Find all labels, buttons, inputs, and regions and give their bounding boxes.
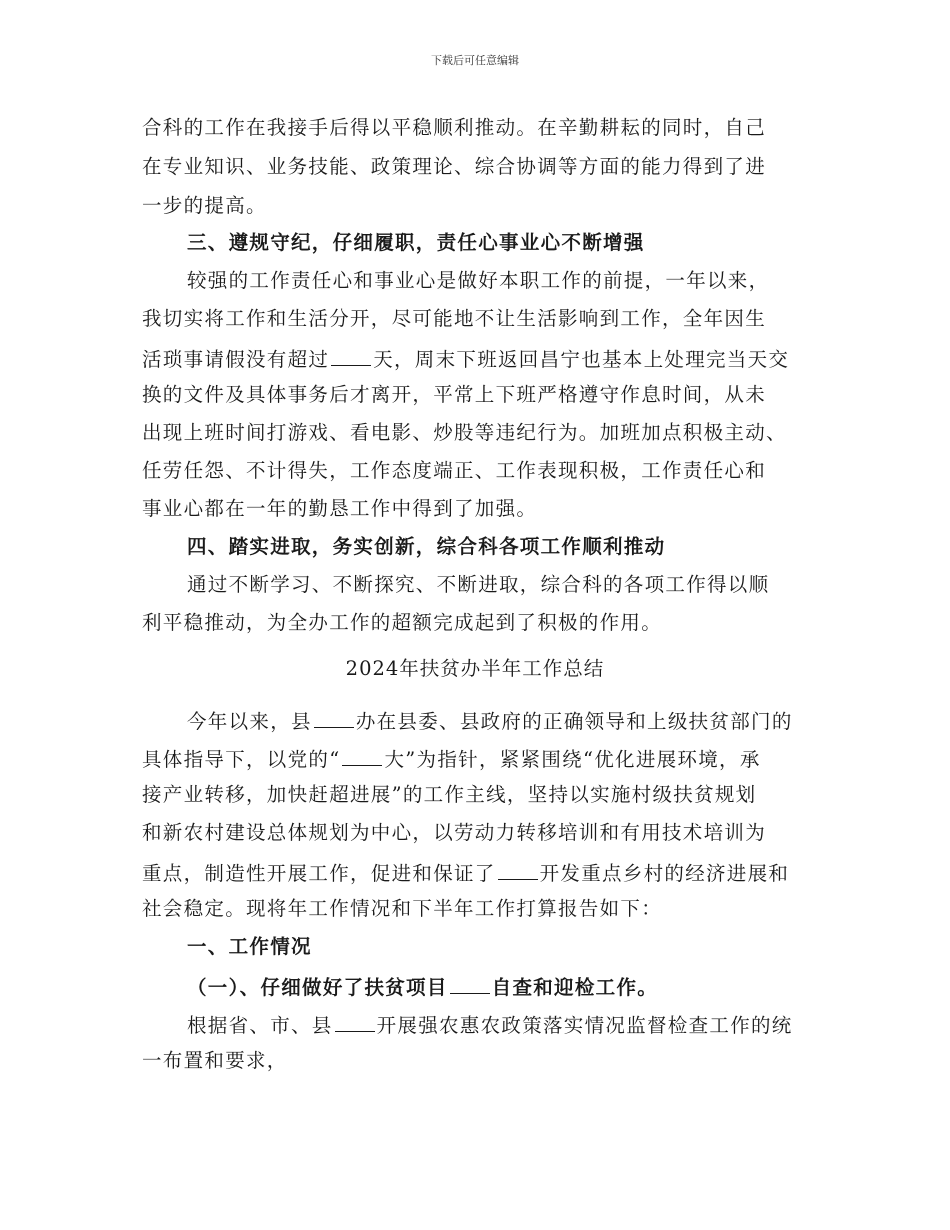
blank-underline bbox=[335, 1011, 375, 1032]
blank-underline bbox=[498, 859, 538, 880]
paragraph-line: 出现上班时间打游戏、看电影、炒股等违纪行为。加班加点积极主动、 bbox=[142, 421, 787, 444]
section-heading-work: 一、工作情况 bbox=[187, 935, 312, 958]
page-header: 下载后可任意编辑 bbox=[431, 54, 519, 67]
paragraph-line: 社会稳定。现将年工作情况和下半年工作打算报告如下： bbox=[142, 897, 663, 920]
paragraph-line: 一布置和要求， bbox=[142, 1049, 288, 1072]
document-title: 2024年扶贫办半年工作总结 bbox=[345, 657, 605, 680]
paragraph-line: 我切实将工作和生活分开，尽可能地不让生活影响到工作，全年因生 bbox=[142, 307, 767, 330]
paragraph-line: 通过不断学习、不断探究、不断进取，综合科的各项工作得以顺 bbox=[187, 573, 770, 596]
paragraph-line: 具体指导下，以党的“ 大”为指针，紧紧围绕“优化进展环境，承 bbox=[142, 745, 761, 772]
blank-underline bbox=[450, 973, 490, 994]
paragraph-line: 一步的提高。 bbox=[142, 194, 267, 217]
paragraph-line: 事业心都在一年的勤恳工作中得到了加强。 bbox=[142, 497, 538, 520]
blank-underline bbox=[342, 745, 382, 766]
blank-underline bbox=[331, 345, 371, 366]
paragraph-line: 任劳任怨、不计得失，工作态度端正、工作表现积极，工作责任心和 bbox=[142, 459, 767, 482]
paragraph-line: 重点，制造性开展工作，促进和保证了 开发重点乡村的经济进展和 bbox=[142, 859, 789, 886]
paragraph-line: 根据省、市、县 开展强农惠农政策落实情况监督检查工作的统 bbox=[187, 1011, 793, 1038]
paragraph-line: 接产业转移，加快赶超进展”的工作主线，坚持以实施村级扶贫规划 bbox=[142, 783, 757, 806]
paragraph-line: 在专业知识、业务技能、政策理论、综合协调等方面的能力得到了进 bbox=[142, 155, 767, 178]
paragraph-line: 今年以来，县 办在县委、县政府的正确领导和上级扶贫部门的 bbox=[187, 707, 793, 734]
paragraph-line: 换的文件及具体事务后才离开，平常上下班严格遵守作息时间，从未 bbox=[142, 383, 767, 406]
subsection-heading: （一）、仔细做好了扶贫项目 自查和迎检工作。 bbox=[187, 973, 658, 1000]
paragraph-line: 利平稳推动，为全办工作的超额完成起到了积极的作用。 bbox=[142, 611, 663, 634]
blank-underline bbox=[314, 707, 354, 728]
paragraph-line: 和新农村建设总体规划为中心，以劳动力转移培训和有用技术培训为 bbox=[142, 821, 767, 844]
paragraph-line: 活琐事请假没有超过 天，周末下班返回昌宁也基本上处理完当天交 bbox=[142, 345, 789, 372]
paragraph-line: 合科的工作在我接手后得以平稳顺利推动。在辛勤耕耘的同时，自己 bbox=[142, 116, 767, 139]
paragraph-line: 较强的工作责任心和事业心是做好本职工作的前提，一年以来， bbox=[187, 269, 770, 292]
section-heading-3: 三、遵规守纪，仔细履职，责任心事业心不断增强 bbox=[187, 231, 645, 254]
section-heading-4: 四、踏实进取，务实创新，综合科各项工作顺利推动 bbox=[187, 535, 666, 558]
